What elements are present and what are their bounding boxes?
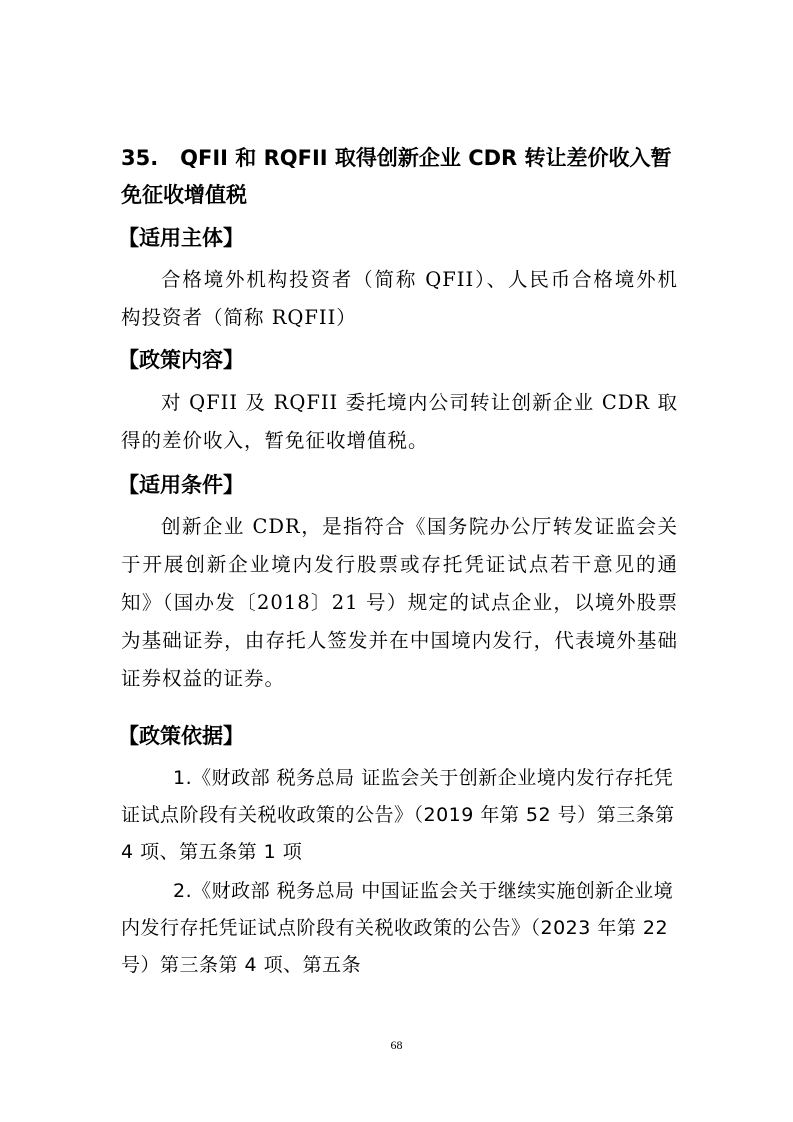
subject-heading: 【适用主体】 (118, 226, 244, 250)
policy-title: 35. QFII 和 RQFII 取得创新企业 CDR 转让差价收入暂免征收增值税 (121, 146, 672, 207)
page-number: 68 (390, 1038, 403, 1052)
content-heading: 【政策内容】 (118, 348, 244, 372)
basis-item: 2.《财政部 税务总局 中国证监会关于继续实施创新企业境内发行存托凭证试点阶段有关税收政策的公告》（2023 年第 22 号）第三条第 4 项、第五条 (121, 880, 674, 976)
content-text: 对 QFII 及 RQFII 委托境内公司转让创新企业 CDR 取得的差价收入，暂免征收增值税。 (121, 391, 678, 452)
basis-item: 1.《财政部 税务总局 证监会关于创新企业境内发行存托凭证试点阶段有关税收政策的公告》（2019 年第 52 号）第三条第 4 项、第五条第 1 项 (121, 767, 675, 863)
basis-heading: 【政策依据】 (118, 724, 244, 748)
conditions-heading: 【适用条件】 (118, 473, 244, 497)
conditions-text: 创新企业 CDR，是指符合《国务院办公厅转发证监会关于开展创新企业境内发行股票或存托凭证试点若干意见的通知》（国办发〔2018〕21 号）规定的试点企业，以境外股票为基础证券，由存托人签发并在中国境内发行，代表境外基础证券权益的证券。 (121, 515, 678, 690)
subject-text: 合格境外机构投资者（简称 QFII）、人民币合格境外机构投资者（简称 RQFII） (121, 268, 678, 329)
